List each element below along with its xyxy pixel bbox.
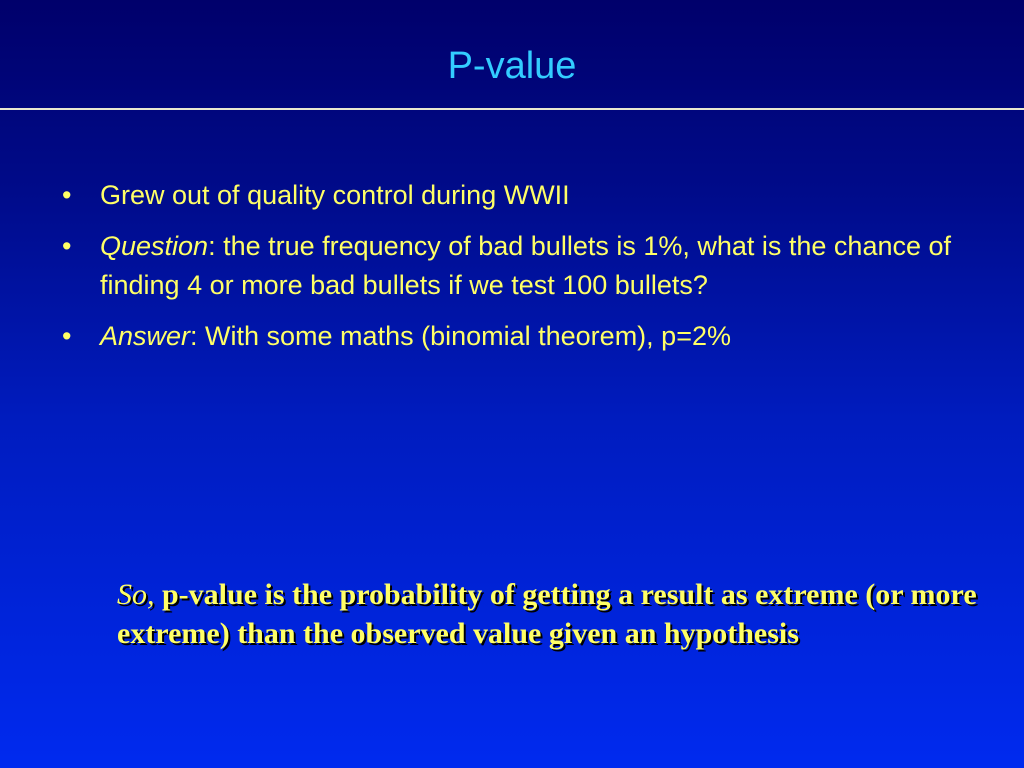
- bullet-item-3: [62, 317, 982, 356]
- bullet-lead-answer: Answer: [100, 321, 191, 351]
- bullet-lead-question: Question: [100, 231, 209, 261]
- bullet-icon: •: [62, 231, 72, 261]
- bullet-list: [62, 176, 982, 368]
- bullet-icon: •: [62, 321, 72, 351]
- title-divider: [0, 108, 1024, 110]
- slide-title: P-value: [447, 45, 577, 87]
- bullet-icon: •: [62, 180, 72, 210]
- bullet-text: : With some maths (binomial theorem), p=2%: [190, 321, 731, 351]
- conclusion-body: p-value is the probability of getting a result as extreme (or more extreme) than the observed value given an hypothesis: [117, 578, 977, 650]
- conclusion-text: [117, 575, 987, 653]
- bullet-text: Grew out of quality control during WWII: [100, 180, 570, 210]
- bullet-text: : the true frequency of bad bullets is 1%, what is the chance of finding 4 or more bad bullets if we test 100 bullets?: [100, 231, 952, 300]
- conclusion-so: So,: [117, 578, 155, 611]
- bullet-item-1: [62, 176, 982, 215]
- bullet-item-2: [62, 227, 982, 305]
